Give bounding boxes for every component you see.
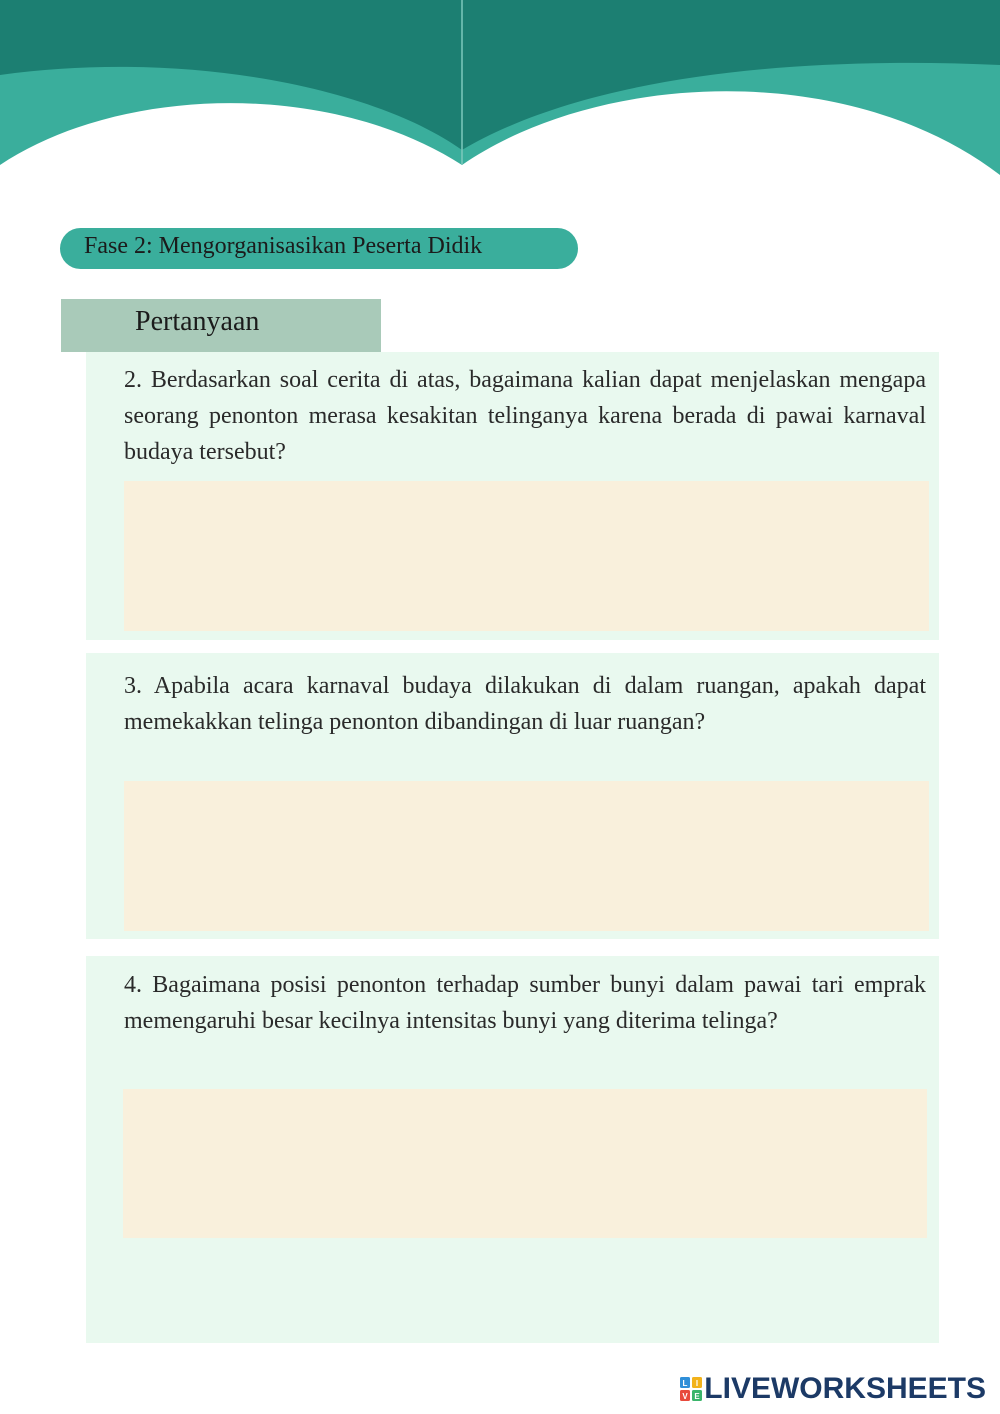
liveworksheets-brand[interactable] [680,1371,986,1407]
question-card [86,352,939,640]
answer-box[interactable] [124,481,929,631]
question-card [86,653,939,939]
phase-label: Fase 2: Mengorganisasikan Peserta Didik [60,228,578,269]
answer-box[interactable] [123,1089,927,1238]
section-title: Pertanyaan [61,299,381,352]
question-card [86,956,939,1343]
svg-text:E: E [694,1392,700,1401]
liveworksheets-logo-icon [680,1376,702,1402]
question-text: 4. Bagaimana posisi penonton terhadap sumber bunyi dalam pawai tari emprak memengaruhi besar kecilnya intensitas bunyi yang diterima telinga? [124,972,926,1034]
svg-text:V: V [682,1392,688,1401]
header-banner [0,0,1000,200]
svg-text:I: I [696,1379,699,1388]
answer-box[interactable] [124,781,929,931]
question-text: 3. Apabila acara karnaval budaya dilakukan di dalam ruangan, apakah dapat memekakkan telinga penonton dibandingan di luar ruangan? [124,673,926,735]
svg-text:L: L [682,1379,688,1388]
brand-text: LIVEWORKSHEETS [704,1372,986,1405]
question-text: 2. Berdasarkan soal cerita di atas, bagaimana kalian dapat menjelaskan mengapa seorang penonton merasa kesakitan telinganya karena berada di pawai karnaval budaya tersebut? [124,367,926,465]
